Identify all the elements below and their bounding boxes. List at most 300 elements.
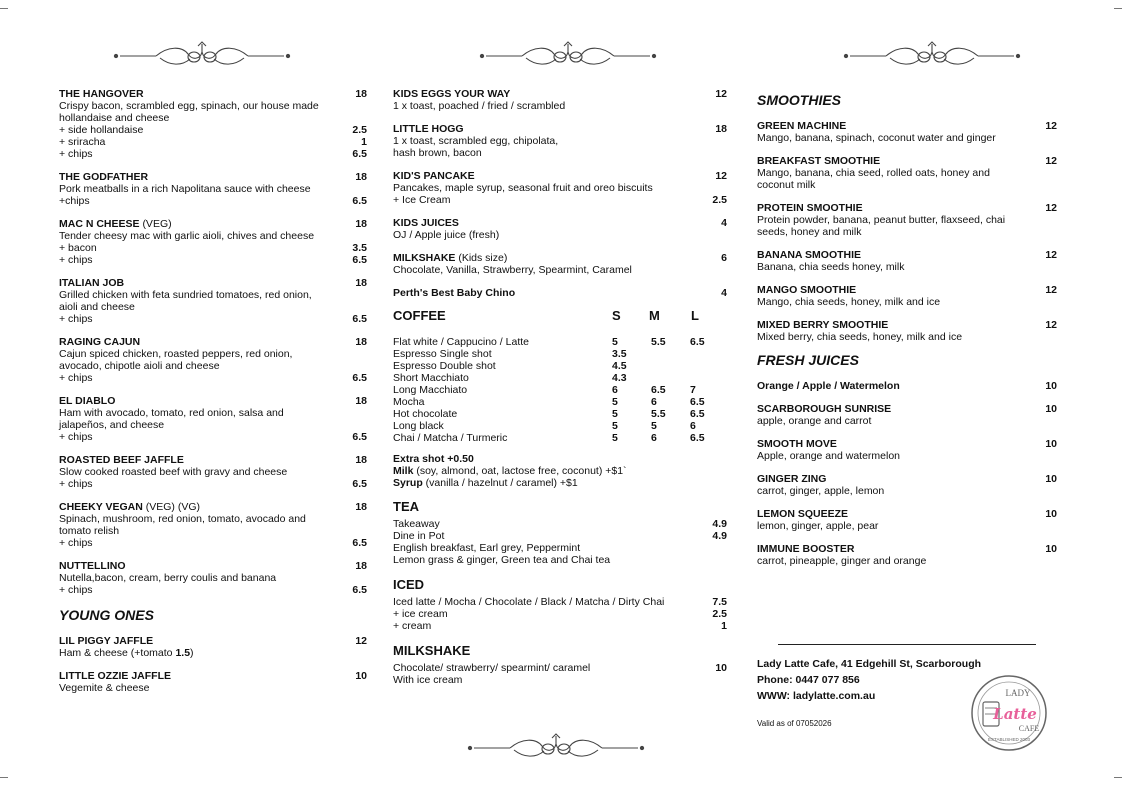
item-description-text: Iced latte / Mocha / Chocolate / Black / Matcha / Dirty Chai [393,596,665,608]
addon-price: 6.5 [352,478,367,490]
item-description-text: 1 x toast, scrambled egg, chipolata, [393,135,559,147]
addon-price: 1 [361,136,367,148]
item-description-text: Pancakes, maple syrup, seasonal fruit and oreo biscuits [393,182,653,194]
item-price: 12 [715,170,727,182]
item-price: 18 [715,123,727,135]
tea-list [393,518,727,566]
item-description [59,100,367,124]
item-name: SCARBOROUGH SUNRISE [757,403,892,415]
item-name: Perth's Best Baby Chino [393,287,516,299]
item-description [757,331,1057,343]
item-name: PROTEIN SMOOTHIE [757,202,863,214]
crop-mark [0,777,8,778]
item-description [59,682,367,694]
item-description [59,289,367,313]
item-title [757,438,1057,450]
item-description [393,620,727,632]
item-description-text: Mango, banana, chia seed, rolled oats, honey and coconut milk [757,167,990,191]
item-name: BANANA SMOOTHIE [757,249,862,261]
item-description-text: Mango, chia seeds, honey, milk and ice [757,296,941,308]
menu-item-orange-apple-watermelon [757,380,1057,392]
item-price: 12 [1045,319,1057,331]
item-price: 10 [1045,543,1057,555]
item-description-text: Tender cheesy mac with garlic aioli, chives and cheese [59,230,315,242]
item-description-text: + cream [393,620,432,632]
milk-label: Milk [393,465,414,477]
crop-mark [0,8,8,9]
item-title [59,218,367,230]
section-heading-tea: TEA [393,499,419,514]
item-price: 4 [721,217,727,229]
coffee-extras [393,453,727,489]
item-price: 10 [355,670,367,682]
price-small: 5 [612,420,618,432]
menu-item-el-diablo [59,395,367,443]
item-description [393,596,727,608]
item-title [393,252,727,264]
price-small: 5 [612,432,618,444]
item-description-text: + bacon [59,242,97,254]
item-description-text: + chips [59,584,93,596]
section-heading-smoothies: SMOOTHIES [757,92,842,108]
logo-word-latte: Latte [993,705,1037,723]
iced-list [393,596,727,632]
addon-price: 6.5 [352,537,367,549]
section-heading-milkshake: MILKSHAKE [393,643,471,658]
menu-item-scarborough-sunrise [757,403,1057,427]
addon-price: 4.9 [712,518,727,530]
item-dietary-note: (Kids size) [458,252,508,264]
addon-price: 10 [715,662,727,674]
item-price: 4 [721,287,727,299]
syrup-label: Syrup [393,477,423,489]
item-title [59,336,367,348]
item-title [757,508,1057,520]
item-description [59,572,367,584]
footer-divider [778,644,1036,645]
item-name: CHEEKY VEGAN [59,501,143,513]
syrup-text: (vanilla / hazelnut / caramel) +$1 [422,477,578,489]
item-price: 18 [355,171,367,183]
item-description [757,261,1057,273]
addon-price: 6.5 [352,148,367,160]
coffee-name: Espresso Single shot [393,348,492,360]
item-description-text: carrot, pineapple, ginger and orange [757,555,927,567]
item-title [757,319,1057,331]
menu-item-kids-eggs-your-way [393,88,727,112]
item-dietary-note: (VEG) (VG) [145,501,200,513]
item-price: 12 [1045,120,1057,132]
item-description [757,415,1057,427]
section-heading-fresh-juices: FRESH JUICES [757,352,859,368]
coffee-row-flat-white-cappucino-latte [393,336,727,348]
item-description-text: Spinach, mushroom, red onion, tomato, avocado and tomato relish [59,513,306,537]
addon-price: 6.5 [352,313,367,325]
menu-item-nuttellino [59,560,367,596]
item-description [59,313,367,325]
coffee-row-espresso-double-shot [393,360,727,372]
item-title [59,395,367,407]
item-description [757,132,1057,144]
addon-price: 1 [721,620,727,632]
menu-column-kids-drinks [393,88,727,697]
item-description-text: Ham with avocado, tomato, red onion, salsa and jalapeños, and cheese [59,407,284,431]
contact-block [757,656,987,704]
item-name: IMMUNE BOOSTER [757,543,855,555]
item-price: 10 [1045,403,1057,415]
item-title [757,155,1057,167]
menu-item-green-machine [757,120,1057,144]
item-name: Orange / Apple / Watermelon [757,380,900,392]
item-price: 12 [355,635,367,647]
item-description [59,407,367,431]
item-description [393,135,727,147]
item-description [59,124,367,136]
price-medium: 6 [651,396,657,408]
coffee-row-espresso-single-shot [393,348,727,360]
menu-item-ginger-zing [757,473,1057,497]
item-description [59,242,367,254]
item-title [59,454,367,466]
cafe-phone[interactable]: Phone: 0447 077 856 [757,674,860,686]
item-description-text: hash brown, bacon [393,147,482,159]
item-name: BREAKFAST SMOOTHIE [757,155,881,167]
item-description [59,466,367,478]
item-description-text: Mango, banana, spinach, coconut water and ginger [757,132,996,144]
item-title [757,249,1057,261]
section-heading-young-ones: YOUNG ONES [59,607,154,623]
flourish-ornament [478,40,658,72]
item-description-text: lemon, ginger, apple, pear [757,520,879,532]
size-small-label: S [612,308,621,323]
item-name: KIDS EGGS YOUR WAY [393,88,511,100]
item-description [59,230,367,242]
young-ones-list [59,635,367,694]
item-description [757,485,1057,497]
item-name: THE GODFATHER [59,171,149,183]
coffee-name: Chai / Matcha / Turmeric [393,432,508,444]
milk-options [393,465,727,477]
item-description-text: + Ice Cream [393,194,451,206]
item-name: GINGER ZING [757,473,827,485]
menu-item-protein-smoothie [757,202,1057,238]
flourish-ornament [466,732,646,764]
item-description [59,584,367,596]
milkshake-list [393,662,727,686]
item-dietary-note: (VEG) [142,218,172,230]
item-description-text: OJ / Apple juice (fresh) [393,229,500,241]
item-description [393,608,727,620]
item-description-text: Crispy bacon, scrambled egg, spinach, our house made hollandaise and cheese [59,100,319,124]
item-price: 12 [715,88,727,100]
crop-mark [1114,8,1122,9]
menu-column-mains [59,88,367,705]
extra-shot-text: Extra shot +0.50 [393,453,474,465]
item-description-text: apple, orange and carrot [757,415,872,427]
item-name: KIDS JUICES [393,217,459,229]
coffee-row-chai-matcha-turmeric [393,432,727,444]
addon-price: 2.5 [712,194,727,206]
item-description-text: Lemon grass & ginger, Green tea and Chai tea [393,554,611,566]
item-price: 18 [355,88,367,100]
item-description [757,450,1057,462]
item-description [393,542,727,554]
item-price: 18 [355,454,367,466]
item-name: MAC N CHEESE [59,218,140,230]
menu-column-smoothies-juices [757,88,1057,578]
price-small: 5 [612,336,618,348]
item-description-text: Chocolate/ strawberry/ spearmint/ caramel [393,662,591,674]
item-price: 12 [1045,249,1057,261]
menu-item-little-ozzie-jaffle [59,670,367,694]
coffee-table [393,336,727,444]
item-name: KID'S PANCAKE [393,170,475,182]
section-heading-iced: ICED [393,577,425,592]
item-title [757,473,1057,485]
item-price: 12 [1045,202,1057,214]
syrup-options [393,477,727,489]
kids-list [393,88,727,299]
coffee-name: Hot chocolate [393,408,458,420]
price-medium: 5.5 [651,408,666,420]
item-price: 10 [1045,438,1057,450]
coffee-name: Long Macchiato [393,384,468,396]
price-small: 5 [612,396,618,408]
price-large: 6.5 [690,408,705,420]
item-description-text: Chocolate, Vanilla, Strawberry, Spearmint, Caramel [393,264,632,276]
item-title [757,202,1057,214]
item-description-text: Cajun spiced chicken, roasted peppers, red onion, avocado, chipotle aioli and cheese [59,348,293,372]
coffee-row-mocha [393,396,727,408]
item-description-text: + chips [59,478,93,490]
item-description-text: Apple, orange and watermelon [757,450,901,462]
item-description-text: + chips [59,537,93,549]
section-heading-coffee: COFFEE [393,308,446,323]
item-description-text: + sriracha [59,136,106,148]
menu-item-the-godfather [59,171,367,207]
item-title [393,287,727,299]
item-description [59,348,367,372]
menu-item-little-hogg [393,123,727,159]
price-medium: 5.5 [651,336,666,348]
item-description [393,264,727,276]
item-name: RAGING CAJUN [59,336,141,348]
coffee-header [393,310,727,326]
menu-item-milkshake [393,252,727,276]
item-name: MIXED BERRY SMOOTHIE [757,319,889,331]
price-medium: 6 [651,432,657,444]
flourish-ornament [112,40,292,72]
item-description [59,195,367,207]
item-title [393,123,727,135]
item-title [393,170,727,182]
smoothies-list [757,120,1057,343]
menu-item-italian-job [59,277,367,325]
item-description-text: Banana, chia seeds honey, milk [757,261,905,273]
item-name: GREEN MACHINE [757,120,847,132]
item-title [59,560,367,572]
item-description-text: Mixed berry, chia seeds, honey, milk and ice [757,331,963,343]
item-title [59,88,367,100]
item-description-text: + chips [59,372,93,384]
addon-price: 6.5 [352,254,367,266]
item-description [393,518,727,530]
item-price: 18 [355,560,367,572]
item-description-text: Nutella,bacon, cream, berry coulis and banana [59,572,277,584]
coffee-name: Short Macchiato [393,372,469,384]
coffee-row-short-macchiato [393,372,727,384]
item-description-text: Slow cooked roasted beef with gravy and cheese [59,466,288,478]
item-description-text: carrot, ginger, apple, lemon [757,485,885,497]
item-description-text: English breakfast, Earl grey, Peppermint [393,542,581,554]
item-description-text: Dine in Pot [393,530,445,542]
price-large: 6 [690,420,696,432]
item-name: ITALIAN JOB [59,277,125,289]
price-medium: 5 [651,420,657,432]
item-description-tail: ) [190,647,194,659]
cafe-logo [970,674,1048,752]
item-description-text: 1 x toast, poached / fried / scrambled [393,100,566,112]
price-large: 7 [690,384,696,396]
item-name: MILKSHAKE [393,252,456,264]
item-price: 12 [1045,155,1057,167]
item-name: LEMON SQUEEZE [757,508,849,520]
item-description [393,182,727,194]
milk-text: (soy, almond, oat, lactose free, coconut) +$1` [413,465,627,477]
menu-item-lemon-squeeze [757,508,1057,532]
mains-list [59,88,367,596]
item-title [59,501,367,513]
item-title [757,543,1057,555]
item-description-text: + chips [59,254,93,266]
item-name: LITTLE HOGG [393,123,464,135]
item-description [393,554,727,566]
logo-word-cafe: CAFE [1018,724,1040,733]
item-description-text: + ice cream [393,608,448,620]
item-price: 10 [1045,508,1057,520]
addon-price: 2.5 [352,124,367,136]
addon-price: 7.5 [712,596,727,608]
addon-price: 6.5 [352,431,367,443]
addon-price: 2.5 [712,608,727,620]
item-description [59,537,367,549]
cafe-website[interactable]: WWW: ladylatte.com.au [757,690,876,702]
item-price: 18 [355,501,367,513]
item-description [393,229,727,241]
addon-price: 6.5 [352,584,367,596]
menu-item-roasted-beef-jaffle [59,454,367,490]
item-name: THE HANGOVER [59,88,144,100]
item-price: 12 [1045,284,1057,296]
price-small: 3.5 [612,348,627,360]
juices-list [757,380,1057,567]
item-price: 18 [355,218,367,230]
price-small: 4.5 [612,360,627,372]
item-title [59,670,367,682]
item-description-text: Grilled chicken with feta sundried tomatoes, red onion, aioli and cheese [59,289,312,313]
price-medium: 6.5 [651,384,666,396]
coffee-name: Long black [393,420,444,432]
item-price: 18 [355,395,367,407]
item-description [59,254,367,266]
coffee-name: Flat white / Cappucino / Latte [393,336,529,348]
item-description [393,194,727,206]
item-title [757,380,1057,392]
item-description [393,100,727,112]
item-description-text: Protein powder, banana, peanut butter, flaxseed, chai seeds, honey and milk [757,214,1006,238]
item-description [59,136,367,148]
item-option-price: 1.5 [175,647,191,659]
price-large: 6.5 [690,336,705,348]
menu-item-lil-piggy-jaffle [59,635,367,659]
price-small: 4.3 [612,372,627,384]
menu-item-mac-n-cheese [59,218,367,266]
item-description-text: Pork meatballs in a rich Napolitana sauce with cheese [59,183,311,195]
item-name: LITTLE OZZIE JAFFLE [59,670,171,682]
item-description [757,214,1057,238]
item-description-text: + side hollandaise [59,124,144,136]
menu-item-raging-cajun [59,336,367,384]
coffee-name: Mocha [393,396,425,408]
item-description [393,662,727,674]
item-description [59,372,367,384]
menu-item-smooth-move [757,438,1057,462]
item-price: 6 [721,252,727,264]
menu-item-mango-smoothie [757,284,1057,308]
menu-item-banana-smoothie [757,249,1057,273]
item-title [757,403,1057,415]
item-description-text: Ham & cheese (+tomato [59,647,176,659]
menu-item-breakfast-smoothie [757,155,1057,191]
item-title [393,217,727,229]
addon-price: 3.5 [352,242,367,254]
flourish-ornament [842,40,1022,72]
item-description-text: + chips [59,148,93,160]
item-description [59,431,367,443]
coffee-name: Espresso Double shot [393,360,496,372]
item-title [757,284,1057,296]
menu-item-immune-booster [757,543,1057,567]
item-title [393,88,727,100]
item-description [757,555,1057,567]
item-description-text: +chips [59,195,90,207]
item-description [59,148,367,160]
coffee-row-hot-chocolate [393,408,727,420]
menu-item-kids-juices [393,217,727,241]
coffee-row-long-macchiato [393,384,727,396]
item-price: 10 [1045,380,1057,392]
item-description [59,513,367,537]
item-description [393,147,727,159]
item-title [59,277,367,289]
item-description [757,520,1057,532]
item-name: SMOOTH MOVE [757,438,837,450]
item-name: NUTTELLINO [59,560,126,572]
item-name: EL DIABLO [59,395,116,407]
menu-item-kid-s-pancake [393,170,727,206]
item-price: 10 [1045,473,1057,485]
menu-item-mixed-berry-smoothie [757,319,1057,343]
price-large: 6.5 [690,396,705,408]
price-small: 6 [612,384,618,396]
addon-price: 6.5 [352,195,367,207]
item-price: 18 [355,336,367,348]
item-description [59,183,367,195]
item-description-text: With ice cream [393,674,463,686]
item-description [59,478,367,490]
item-description-text: + chips [59,313,93,325]
item-description [757,167,1057,191]
